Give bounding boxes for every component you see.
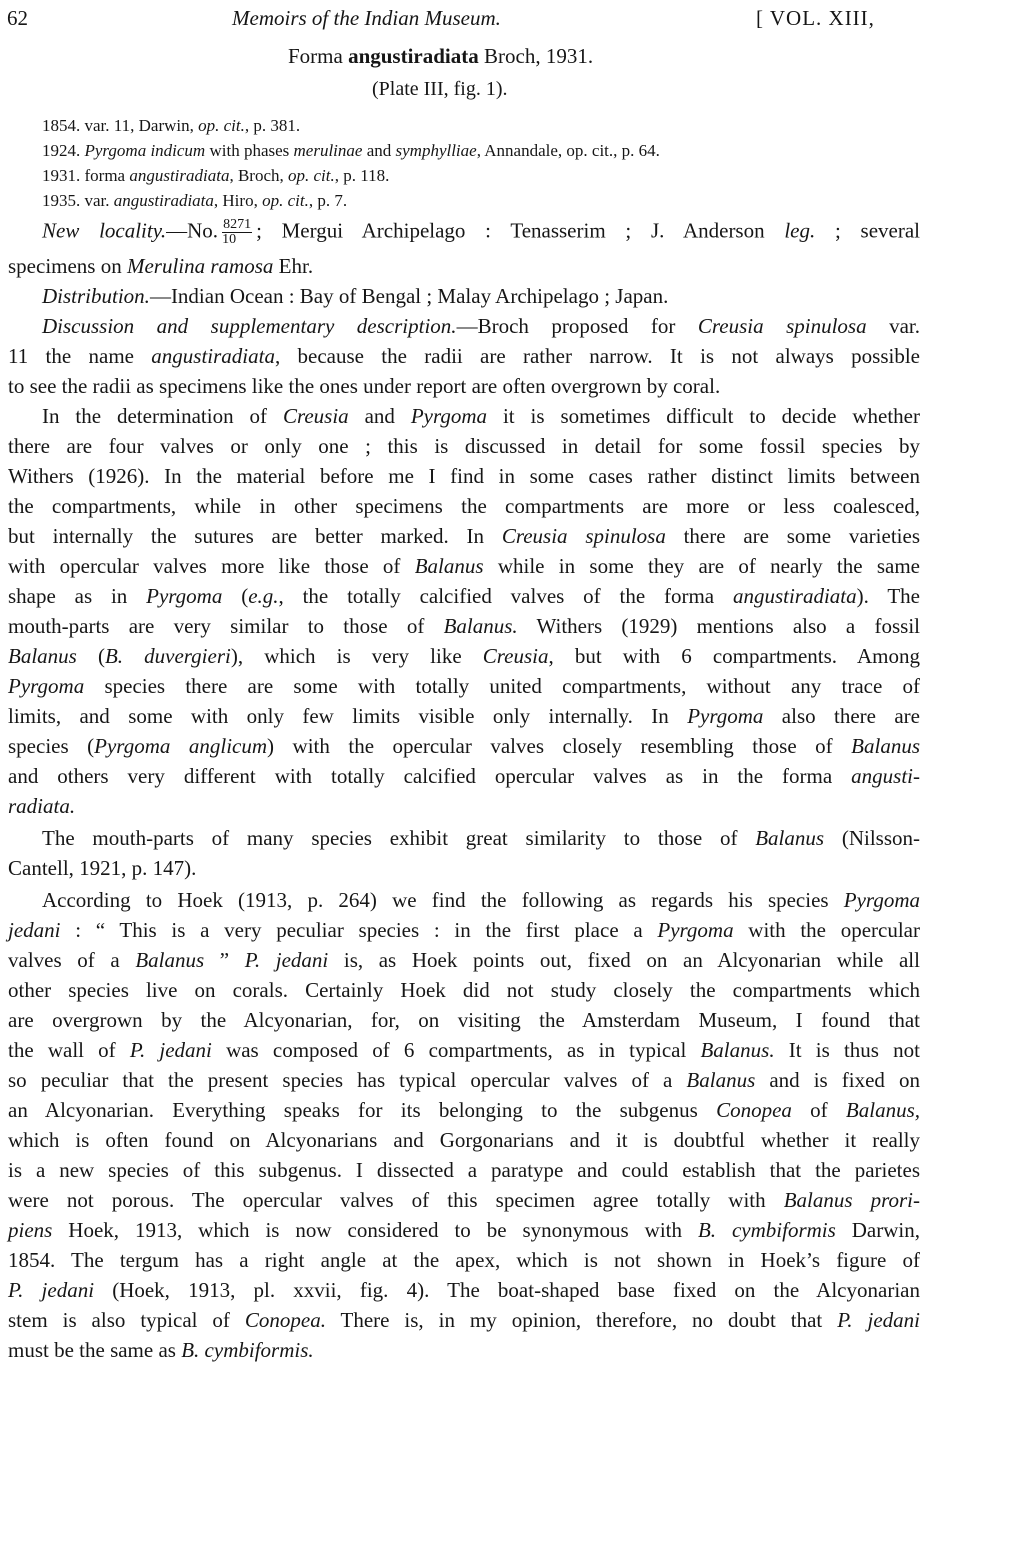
new-locality: New locality.—No. $\frac{8271}{10}$ ; Mergui Archipelago : Tenasserim ; J. Anderson leg. ; several xyxy=(42,217,921,247)
paragraph-line: Pyrgoma species there are some with totally united compartments, without any trace of xyxy=(8,674,920,698)
paragraph-line: limits, and some with only few limits visible only internally. In Pyrgoma also there are xyxy=(8,704,920,728)
paragraph-line: P. jedani (Hoek, 1913, pl. xxvii, fig. 4). The boat-shaped base fixed on the Alcyonarian xyxy=(8,1278,920,1302)
synonymy-entry: 1854. var. 11, Darwin, op. cit., p. 381. xyxy=(42,116,301,135)
paragraph-line: 1854. The tergum has a right angle at the apex, which is not shown in Hoek’s figure of xyxy=(8,1248,920,1272)
forma-heading: Forma angustiradiata Broch, 1931. xyxy=(288,44,594,68)
discussion-line: to see the radii as specimens like the ones under report are often overgrown by coral. xyxy=(8,374,721,398)
paragraph-line: were not porous. The opercular valves of this specimen agree totally with Balanus prori- xyxy=(8,1188,921,1212)
paragraph-line: valves of a Balanus ” P. jedani is, as Hoek points out, fixed on an Alcyonarian while all xyxy=(8,948,920,972)
plate-reference: (Plate III, fig. 1). xyxy=(372,78,508,100)
paragraph-line: which is often found on Alcyonarians and Gorgonarians and it is doubtful whether it really xyxy=(8,1128,920,1152)
page-number: 62 xyxy=(7,6,28,30)
forma-name: angustiradiata xyxy=(348,44,479,68)
paragraph-line: The mouth-parts of many species exhibit great similarity to those of Balanus (Nilsson- xyxy=(42,826,920,850)
paragraph-line: must be the same as B. cymbiformis. xyxy=(8,1338,314,1362)
running-title: Memoirs of the Indian Museum. xyxy=(232,6,501,30)
specimen-number-fraction: $\frac{8271}{10}$ xyxy=(222,217,252,247)
paragraph-line: other species live on corals. Certainly Hoek did not study closely the compartments which xyxy=(8,978,920,1002)
synonymy-entry: 1935. var. angustiradiata, Hiro, op. cit., p. 7. xyxy=(42,191,348,210)
new-locality-cont: specimens on Merulina ramosa Ehr. xyxy=(8,254,314,278)
paragraph-line: mouth-parts are very similar to those of Balanus. Withers (1929) mentions also a fossil xyxy=(8,614,920,638)
paragraph-line: jedani : “ This is a very peculiar species : in the first place a Pyrgoma with the opercular xyxy=(8,918,920,942)
paragraph-line: and others very different with totally calcified opercular valves as in the forma angusti- xyxy=(8,764,920,788)
volume-label: [ VOL. XIII, xyxy=(756,6,875,30)
discussion-line: 11 the name angustiradiata, because the radii are rather narrow. It is not always possible xyxy=(8,344,920,368)
paragraph-line: an Alcyonarian. Everything speaks for its belonging to the subgenus Conopea of Balanus, xyxy=(8,1098,920,1122)
paragraph-line: shape as in Pyrgoma (e.g., the totally calcified valves of the forma angustiradiata). The xyxy=(8,584,920,608)
synonymy-entry: 1924. Pyrgoma indicum with phases merulinae and symphylliae, Annandale, op. cit., p. 64. xyxy=(42,141,660,160)
paragraph-line: there are four valves or only one ; this is discussed in detail for some fossil species by xyxy=(8,434,920,458)
paragraph-line: the wall of P. jedani was composed of 6 compartments, as in typical Balanus. It is thus not xyxy=(8,1038,920,1062)
paragraph-line: radiata. xyxy=(8,794,76,818)
paragraph-line: Withers (1926). In the material before me I find in some cases rather distinct limits between xyxy=(8,464,920,488)
paragraph-line: species (Pyrgoma anglicum) with the opercular valves closely resembling those of Balanus xyxy=(8,734,920,758)
paragraph-line: are overgrown by the Alcyonarian, for, on visiting the Amsterdam Museum, I found that xyxy=(8,1008,920,1032)
paragraph-line: the compartments, while in other specimens the compartments are more or less coalesced, xyxy=(8,494,920,518)
discussion-line: Discussion and supplementary description.—Broch proposed for Creusia spinulosa var. xyxy=(42,314,921,338)
paragraph-line: In the determination of Creusia and Pyrgoma it is sometimes difficult to decide whether xyxy=(42,404,920,428)
paragraph-line: with opercular valves more like those of Balanus while in some they are of nearly the same xyxy=(8,554,920,578)
paragraph-line: piens Hoek, 1913, which is now considered to be synonymous with B. cymbiformis Darwin, xyxy=(8,1218,920,1242)
paragraph-line: Balanus (B. duvergieri), which is very like Creusia, but with 6 compartments. Among xyxy=(8,644,921,668)
paragraph-line: but internally the sutures are better marked. In Creusia spinulosa there are some varieties xyxy=(8,524,920,548)
synonymy-entry: 1931. forma angustiradiata, Broch, op. cit., p. 118. xyxy=(42,166,390,185)
paragraph-line: According to Hoek (1913, p. 264) we find the following as regards his species Pyrgoma xyxy=(42,888,920,912)
paragraph-line: Cantell, 1921, p. 147). xyxy=(8,856,197,880)
distribution: Distribution.—Indian Ocean : Bay of Bengal ; Malay Archipelago ; Japan. xyxy=(42,284,669,308)
paragraph-line: is a new species of this subgenus. I dissected a paratype and could establish that the parietes xyxy=(8,1158,920,1182)
paragraph-line: stem is also typical of Conopea. There is, in my opinion, therefore, no doubt that P. jedani xyxy=(8,1308,920,1332)
paragraph-line: so peculiar that the present species has typical opercular valves of a Balanus and is fixed on xyxy=(8,1068,920,1092)
